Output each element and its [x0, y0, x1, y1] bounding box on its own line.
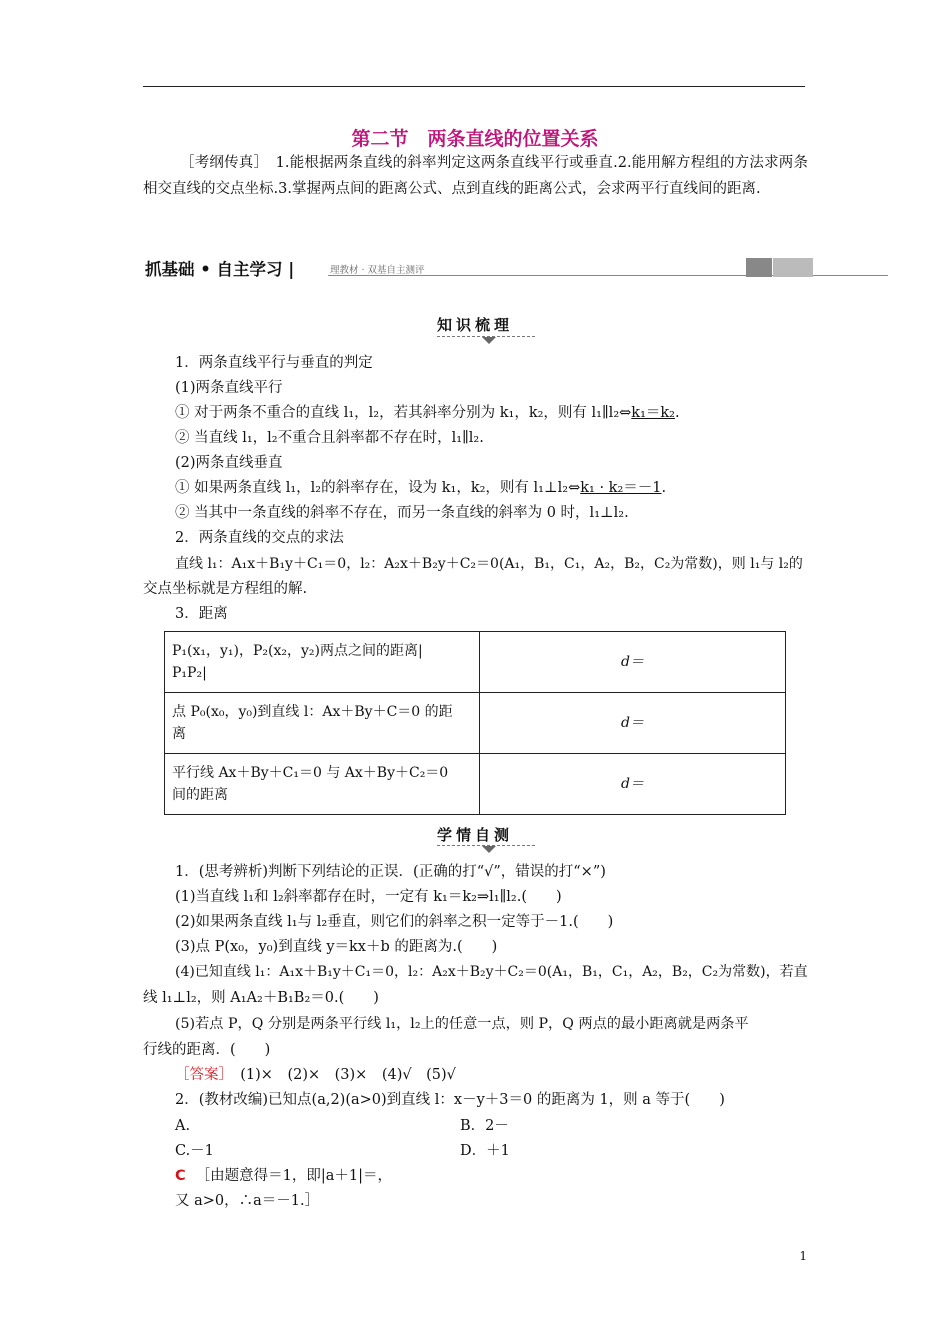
text-segment: ① 如果两条直线 l₁，l₂的斜率存在，设为 k₁，k₂，则有 l₁⊥l₂⇔ — [175, 480, 581, 496]
page-number: 1 — [799, 1249, 807, 1263]
table-row — [165, 693, 786, 754]
text-line — [175, 478, 666, 498]
banner-title: 抓基础 • 自主学习 | — [145, 260, 295, 279]
table-row — [165, 754, 786, 815]
banner-subtitle: 理教材 · 双基自主测评 — [330, 265, 425, 276]
text-line — [175, 403, 680, 423]
banner-block-light — [773, 258, 813, 277]
answer-blank: k₁ · k₂＝－1 — [580, 480, 662, 496]
question-line: (3)点 P(x₀，y₀)到直线 y＝kx＋b 的距离为.( ) — [175, 939, 498, 955]
table-cell: d＝ — [480, 693, 786, 754]
text-line: 3．距离 — [175, 606, 228, 622]
question-line: (2)如果两条直线 l₁与 l₂垂直，则它们的斜率之积一定等于－1.( ) — [175, 914, 614, 930]
page-title: 第二节 两条直线的位置关系 — [351, 128, 599, 150]
banner-block-dark — [746, 258, 772, 277]
text-line: (1)两条直线平行 — [175, 380, 283, 396]
cell-text: P₁P₂| — [172, 665, 207, 681]
answer-line — [175, 1065, 456, 1085]
text-segment: ① 对于两条不重合的直线 l₁，l₂，若其斜率分别为 k₁，k₂，则有 l₁∥l₂⇔ — [175, 405, 632, 421]
solution-choice: C — [175, 1168, 186, 1184]
top-rule — [143, 86, 805, 87]
text-line: 2．两条直线的交点的求法 — [175, 530, 344, 546]
text-segment: . — [661, 480, 667, 496]
text-segment: . — [674, 405, 680, 421]
answer-label: ［答案］ — [175, 1067, 226, 1083]
question-line: (1)当直线 l₁和 l₂斜率都存在时，一定有 k₁＝k₂⇒l₁∥l₂.( ) — [175, 889, 562, 905]
text-line: 直线 l₁：A₁x＋B₁y＋C₁＝0，l₂：A₂x＋B₂y＋C₂＝0(A₁，B₁，C₁，A₂，B₂，C₂为常数)，则 l₁与 l₂的 — [175, 556, 803, 572]
table-cell: d＝ — [480, 754, 786, 815]
table-cell — [165, 693, 480, 754]
syllabus-text: ［考纲传真］ 1.能根据两条直线的斜率判定这两条直线平行或垂直.2.能用解方程组的方法求两条相交直线的交点坐标.3.掌握两点间的距离公式、点到直线的距离公式，会求两平行直线间的距离. — [143, 155, 808, 197]
down-triangle-icon — [482, 337, 496, 344]
table-row — [165, 632, 786, 693]
solution-line: 又 a>0，∴a＝－1.］ — [175, 1193, 320, 1209]
text-line: (2)两条直线垂直 — [175, 455, 283, 471]
question-line: 行线的距离．( ) — [143, 1042, 271, 1058]
question-line: 线 l₁⊥l₂，则 A₁A₂＋B₁B₂＝0.( ) — [143, 990, 379, 1006]
question-line: 1．(思考辨析)判断下列结论的正误．(正确的打“√”，错误的打“×”) — [175, 864, 606, 880]
solution-line — [175, 1166, 392, 1186]
text-line: ② 当直线 l₁，l₂不重合且斜率都不存在时，l₁∥l₂. — [175, 430, 484, 446]
option-a: A. — [175, 1118, 191, 1134]
self-test-heading: 学情自测 — [436, 826, 513, 844]
option-d: D．＋1 — [460, 1143, 510, 1159]
section-banner — [143, 256, 813, 278]
question-line: (5)若点 P，Q 分别是两条平行线 l₁，l₂上的任意一点，则 P，Q 两点的最小距离就是两条平 — [175, 1016, 749, 1032]
table-cell — [165, 754, 480, 815]
text-line: 1．两条直线平行与垂直的判定 — [175, 355, 373, 371]
table-cell — [165, 632, 480, 693]
cell-text: 间的距离 — [172, 787, 228, 803]
table-cell: d＝ — [480, 632, 786, 693]
question-line: 2．(教材改编)已知点(a,2)(a>0)到直线 l：x－y＋3＝0 的距离为 1，则 a 等于( ) — [175, 1092, 725, 1108]
distance-table — [164, 631, 786, 815]
text-line: 交点坐标就是方程组的解. — [143, 581, 308, 597]
answer-text: (1)× (2)× (3)× (4)√ (5)√ — [225, 1067, 456, 1083]
answer-blank: k₁＝k₂ — [631, 405, 675, 421]
cell-text: 平行线 Ax＋By＋C₁＝0 与 Ax＋By＋C₂＝0 — [172, 765, 449, 781]
text-line: ② 当其中一条直线的斜率不存在，而另一条直线的斜率为 0 时，l₁⊥l₂. — [175, 505, 629, 521]
solution-text: ［由题意得＝1，即|a＋1|＝， — [195, 1168, 393, 1184]
knowledge-heading: 知识梳理 — [436, 316, 513, 334]
option-c: C.－1 — [175, 1143, 214, 1159]
cell-text: P₁(x₁，y₁)，P₂(x₂，y₂)两点之间的距离| — [172, 643, 423, 659]
cell-text: 点 P₀(x₀，y₀)到直线 l：Ax＋By＋C＝0 的距 — [172, 704, 453, 720]
syllabus-intro — [143, 150, 808, 202]
question-line: (4)已知直线 l₁：A₁x＋B₁y＋C₁＝0，l₂：A₂x＋B₂y＋C₂＝0(A₁，B₁，C₁，A₂，B₂，C₂为常数)，若直 — [175, 964, 808, 980]
down-triangle-icon — [482, 846, 496, 853]
cell-text: 离 — [172, 726, 186, 742]
option-b: B．2－ — [460, 1118, 509, 1134]
